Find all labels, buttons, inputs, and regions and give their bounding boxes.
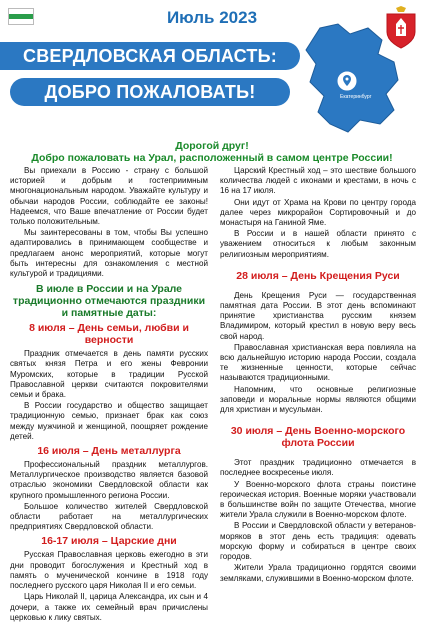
holiday-heading-navy-day: 30 июля – День Военно-морского флота России	[230, 425, 406, 450]
paragraph: Профессиональный праздник металлургов. Металлургическое производство является базовой отраслью экономики Свердловской области как крупного промышленного региона России.	[10, 460, 208, 500]
intro-welcome: Добро пожаловать на Урал, расположенный в самом центре России!	[31, 152, 393, 164]
paragraph: Этот праздник традиционно отмечается в последнее воскресенье июля.	[220, 458, 416, 478]
paragraph: Напомним, что основные религиозные заповеди и моральные нормы являются общими для христиан и мусульман.	[220, 384, 416, 415]
paragraph: Жители Урала традиционно гордятся своими земляками, служившими в Военно-морском флоте.	[220, 563, 416, 583]
location-pin-icon	[336, 70, 358, 92]
issue-month: Июль 2023	[166, 8, 258, 27]
intro-greeting: Дорогой друг!	[175, 140, 249, 152]
paragraph: Праздник отмечается в день памяти русских святых князя Петра и его жены Февронии Муромских, которые в традиции Русской Православной церкви считаются покровителями семьи и брака.	[10, 349, 208, 400]
paragraph: Царский Крестный ход – это шествие большого количества людей с иконами и крестами, в ночь с 16 на 17 июля.	[220, 166, 416, 196]
holiday-heading-family-day: 8 июля – День семьи, любви и верности	[29, 322, 189, 347]
holiday-heading-metallurgist-day: 16 июля – День металлурга	[37, 445, 181, 458]
map-city-label: Екатеринбург	[340, 94, 372, 100]
paragraph: Царь Николай II, царица Александра, их сын и 4 дочери, а также их семейный врач причислены церковью к лику святых.	[10, 592, 208, 622]
paragraph: Вы приехали в Россию - страну с большой историей и добрым и гостеприимным многонациональным народом. Уважайте культуру и обычаи народов России, соблюдайте ее законы! Надеемся, что Ваше впечатление от России будет только положительным.	[10, 166, 208, 227]
left-column	[10, 166, 208, 624]
paragraph: Православная христианская вера повлияла на всю дальнейшую историю народа России, создала те жизненные ценности, которые сейчас называются традиционными.	[220, 342, 416, 383]
paragraph: В России и в нашей области принято с уважением относиться к любым законным религиозным мероприятиям.	[220, 229, 416, 259]
coat-of-arms-icon	[384, 6, 418, 50]
header	[0, 0, 424, 130]
paragraph: У Военно-морского флота страны поистине героическая история. Военные моряки участвовали в большинстве войн по защите Отечества, многие жители Урала служили в Военно-морском флоте.	[220, 479, 416, 520]
paragraph: Они идут от Храма на Крови по центру города далее через микрорайон Сортировочный и до монастыря на Ганиной Яме.	[220, 197, 416, 228]
banner-welcome: ДОБРО ПОЖАЛОВАТЬ!	[10, 78, 290, 106]
banner-region: СВЕРДЛОВСКАЯ ОБЛАСТЬ:	[0, 42, 300, 70]
paragraph: Мы заинтересованы в том, чтобы Вы успешно адаптировались в принимающем сообществе и предлагаем анонс мероприятий, которые могут быть интересны для ознакомления с местной культурой и традициями.	[10, 228, 208, 279]
right-column	[220, 166, 416, 585]
paragraph: Русская Православная церковь ежегодно в эти дни проводит богослужения и Крестный ход в память о мученической кончине в 1918 году последнего русского царя Николая II и его семьи.	[10, 550, 208, 591]
intro	[0, 140, 424, 164]
paragraph: Большое количество жителей Свердловской области работает на металлургических предприятиях Свердловской области.	[10, 501, 208, 532]
paragraph: В России и Свердловской области у ветеранов-моряков в этот день есть традиция: одевать морскую форму и собираться в центре своих городов.	[220, 521, 416, 562]
paragraph: День Крещения Руси — государственная памятная дата России. В этот день вспоминают принятие христианства русским князем Владимиром, который крестил в новую веру весь свой народ.	[220, 290, 416, 341]
holiday-heading-tsar-days: 16-17 июля – Царские дни	[41, 535, 177, 548]
paragraph: В России государство и общество защищает традиционную семью, признает брак как союз между мужчиной и женщиной, поощряет рождение детей.	[10, 401, 208, 441]
holidays-heading: В июле в России и на Урале традиционно отмечаются праздники и памятные даты:	[12, 283, 206, 320]
holiday-heading-baptism-day: 28 июля – День Крещения Руси	[236, 269, 400, 282]
